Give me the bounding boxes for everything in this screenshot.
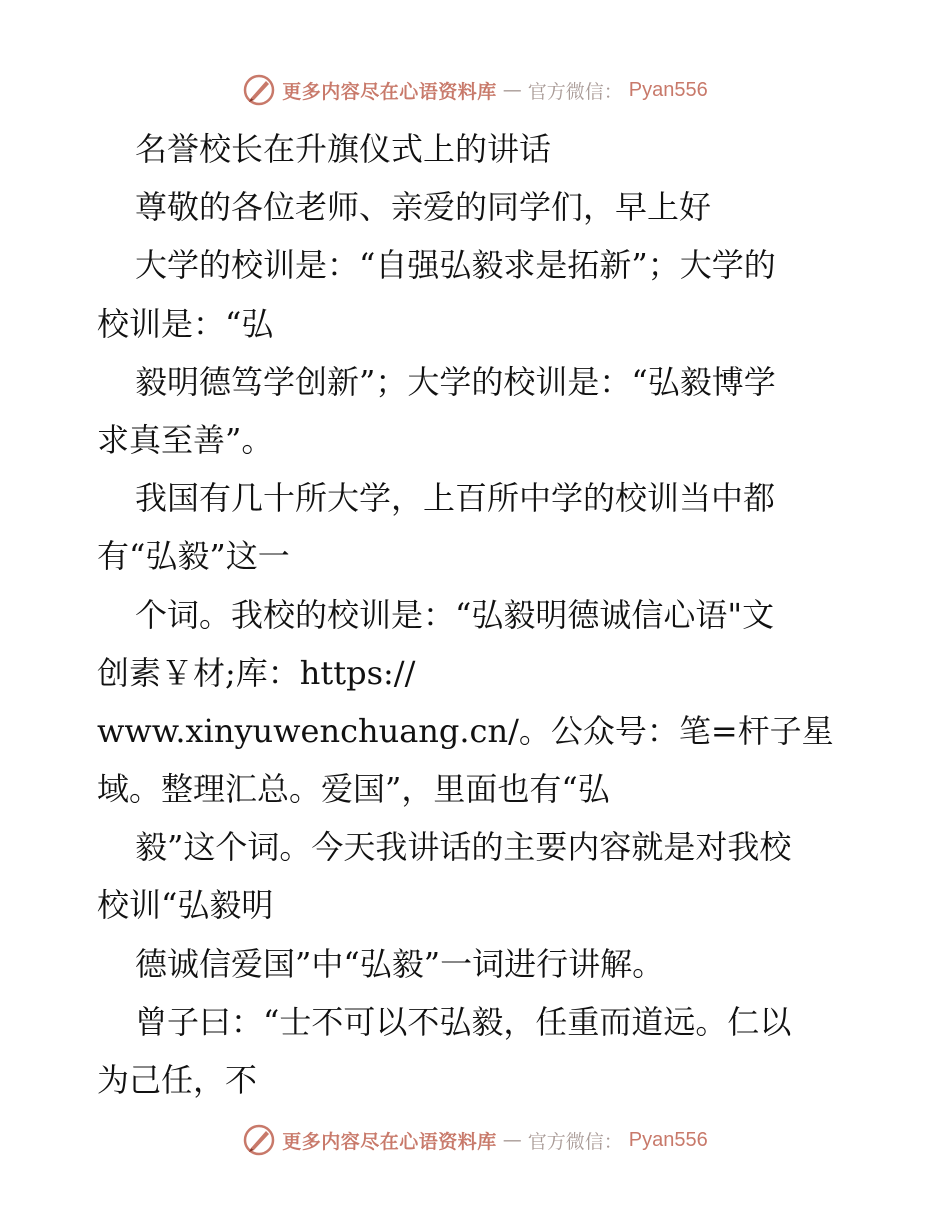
text-line: 德诚信爱国”中“弘毅”一词进行讲解。 [135,944,665,983]
text-line: 创素￥材;库：https:// [97,653,416,692]
text-line: 求真至善”。 [97,420,274,459]
text-line: 毅”这个词。今天我讲话的主要内容就是对我校 [135,828,792,867]
text-line: 域。整理汇总。爱国”，里面也有“弘 [97,770,610,809]
banner-handle: Pyan556 [628,1128,708,1151]
banner-sub-text: 官方微信： [527,1130,623,1153]
quill-pen-circle-icon [242,1123,276,1157]
text-line: 尊敬的各位老师、亲爱的同学们，早上好 [135,188,712,227]
text-line: 为己任，不 [97,1061,258,1099]
banner-dash: — [502,1129,522,1151]
banner-main-text: 更多内容尽在心语资料库 [282,80,497,103]
banner-handle: Pyan556 [628,78,708,101]
banner-main-text: 更多内容尽在心语资料库 [282,1130,497,1153]
text-line: 我国有几十所大学，上百所中学的校训当中都 [135,479,776,518]
text-line: 个词。我校的校训是：“弘毅明德诚信心语"文 [135,595,775,634]
text-line: 有“弘毅”这一 [97,537,290,576]
document-body [97,120,867,1109]
banner-sub-text: 官方微信： [527,80,623,103]
text-line: 校训“弘毅明 [97,886,274,925]
header-banner [0,70,950,110]
text-line: 大学的校训是：“自强弘毅求是拓新”；大学的 [135,246,776,285]
quill-pen-circle-icon [242,73,276,107]
text-line: 毅明德笃学创新”；大学的校训是：“弘毅博学 [135,362,776,401]
footer-banner [0,1120,950,1160]
text-line: www.xinyuwenchuang.cn/。公众号：笔=杆子星 [97,711,834,750]
text-line: 校训是：“弘 [97,304,274,343]
text-line: 名誉校长在升旗仪式上的讲话 [135,130,552,168]
banner-dash: — [502,79,522,101]
text-line: 曾子曰：“士不可以不弘毅，任重而道远。仁以 [135,1002,792,1041]
